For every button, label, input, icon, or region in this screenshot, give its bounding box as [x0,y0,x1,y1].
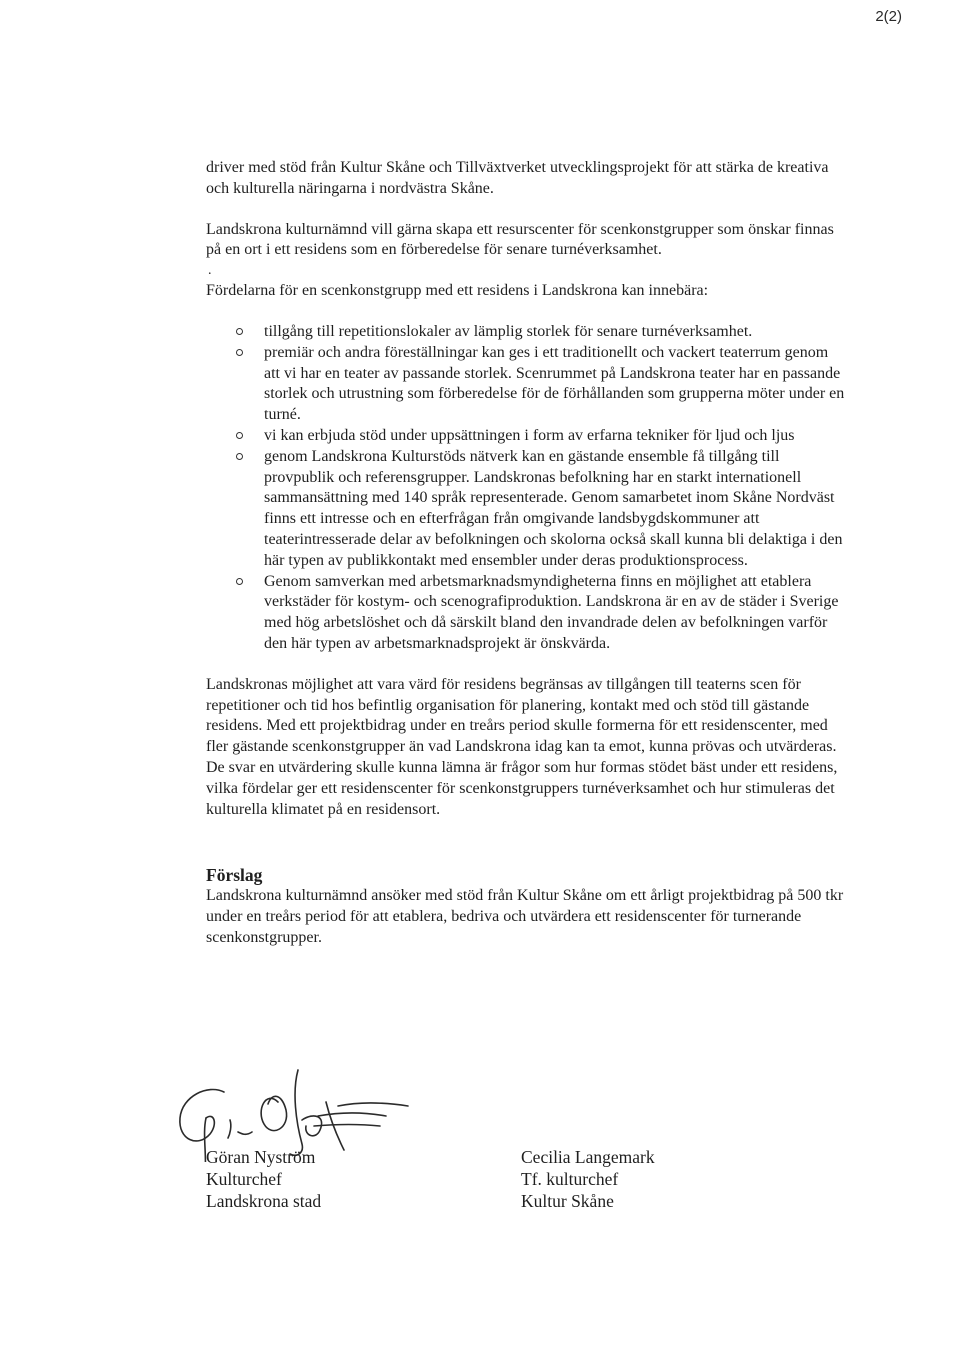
list-item-text: vi kan erbjuda stöd under uppsättningen i form av erfarna tekniker för ljud och ljus [264,426,795,444]
signatory-title: Kulturchef [206,1169,282,1189]
list-item [206,572,846,655]
bullet-icon [236,328,243,335]
bullet-icon [236,432,243,439]
list-item-text: tillgång till repetitionslokaler av lämplig storlek för senare turnéverksamhet. [264,322,753,340]
list-item [206,426,846,447]
signatory-organization: Kultur Skåne [521,1191,614,1211]
resource-center-paragraph: Landskrona kulturnämnd vill gärna skapa ett resurscenter för scenkonstgrupper som önskar finnas på en ort i ett residens som en förberedelse för senare turnéverksamhet. [206,220,834,259]
benefits-intro-paragraph: Fördelarna för en scenkonstgrupp med ett residens i Landskrona kan innebära: [206,282,709,300]
bullet-icon [236,453,243,460]
list-item [206,343,846,426]
intro-paragraph: driver med stöd från Kultur Skåne och Tillväxtverket utvecklingsprojekt för att stärka de kreativa och kulturella näringarna i nordvästra Skåne. [206,159,829,197]
bullet-icon [236,349,243,356]
limitations-paragraph: Landskronas möjlighet att vara värd för residens begränsas av tillgången till teaterns scen för repetitioner och tid hos befintlig organisation för planering, kontakt med och stöd till gästande residens. Med ett projektbidrag under en treårs period skulle formerna för ett residenscenter, med fler gästande scenkonstgrupper än vad Landskrona idag kan ta emot, kunna prövas och utvärderas. De svar en utvärdering skulle kunna lämna är frågor som hur formas stödet bäst under ett residens, vilka fördelar ger ett residenscenter för scenkonstgruppers turnéverksamhet och hur stimuleras det kulturella klimatet på en residensort. [206,675,838,818]
signatory-name: Cecilia Langemark [521,1147,655,1167]
list-item [206,447,846,572]
signatory-name: Göran Nyström [206,1147,316,1167]
signatory-goran [206,1146,321,1212]
bullet-icon [236,578,243,585]
proposal-text: Landskrona kulturnämnd ansöker med stöd från Kultur Skåne om ett årligt projektbidrag på 500 tkr under en treårs period för att etablera, bedriva och utvärdera ett residenscenter för turnerande scenkonstgrupper. [206,887,844,946]
page-number: 2(2) [875,8,902,25]
signatory-cecilia [521,1146,655,1212]
stray-dot: . [208,263,212,279]
letter-body [206,158,846,949]
list-item-text: Genom samverkan med arbetsmarknadsmyndigheterna finns en möjlighet att etablera verkstäder för kostym- och scenografiproduktion. Landskrona är en av de städer i Sverige med hög arbetslöshet och då särskilt bland den invandrade delen av befolkningen varför den här typen av arbetsmarknadsprojekt är önskvärda. [264,572,839,652]
benefits-list [206,322,846,655]
proposal-heading: Förslag [206,865,263,886]
signatory-organization: Landskrona stad [206,1191,322,1211]
list-item [206,322,846,343]
signatory-title: Tf. kulturchef [521,1169,619,1189]
list-item-text: premiär och andra föreställningar kan ges i ett traditionellt och vackert teaterrum genom att vi har en teater av passande storlek. Scenrummet på Landskrona teater har en passande storlek och utrustning som förberedelse för de förhållanden som grupperna möter under en turné. [264,343,845,424]
list-item-text: genom Landskrona Kulturstöds nätverk kan en gästande ensemble få tillgång till provpublik och referensgrupper. Landskronas befolkning har en starkt internationell sammansättning med 140 språk representerade. Genom samarbetet inom Skåne Nordväst finns ett intresse och en efterfrågan från omgivande landsbygdskommuner att teaterintresserade delar av befolkningen och skolorna också skall kunna bli delaktiga i den här typen av publikkontakt med ensembler under deras produktionsprocess. [264,447,843,569]
